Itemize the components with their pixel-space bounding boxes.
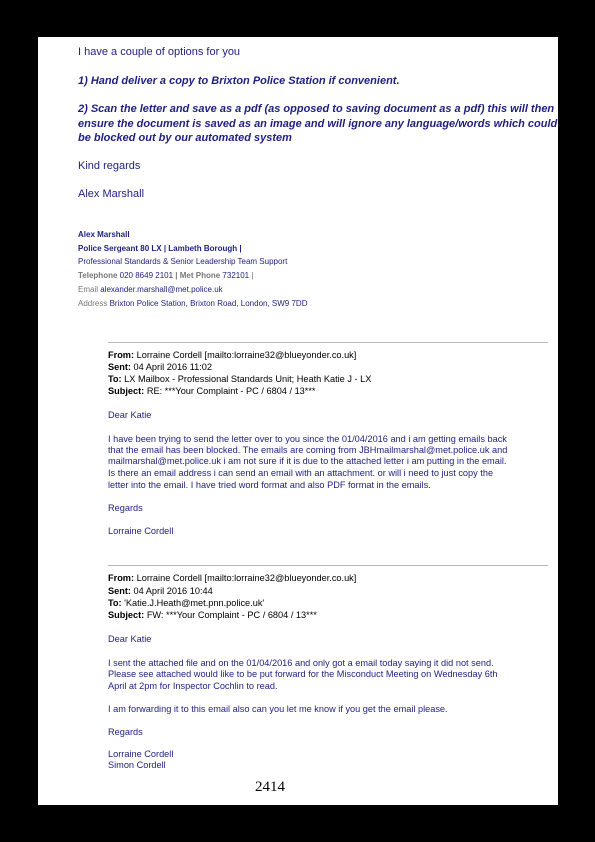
msg1-from: From: Lorraine Cordell [mailto:lorraine32@blueyonder.co.uk]: [108, 350, 357, 360]
msg1-subject: Subject: RE: ***Your Complaint - PC / 6804 / 13***: [108, 386, 316, 396]
divider-2: [108, 565, 548, 566]
signature-telephone: [78, 271, 253, 280]
option-2-line-1: 2) Scan the letter and save as a pdf (as opposed to saving document as a pdf) this will then: [78, 103, 555, 115]
email-label: Email: [78, 285, 99, 294]
met-phone-value: 732101: [222, 271, 250, 280]
closing-text: Kind regards: [78, 160, 141, 172]
msg1-body-line-5: letter into the email. I have tried word format and also PDF format in the emails.: [108, 480, 431, 490]
msg1-closing: Regards: [108, 503, 143, 513]
signature-email: [78, 285, 223, 294]
intro-text: I have a couple of options for you: [78, 46, 241, 58]
msg1-sent: Sent: 04 April 2016 11:02: [108, 362, 213, 372]
msg2-greeting: Dear Katie: [108, 634, 152, 644]
msg2-body-line-2: Please see attached would like to be put forward for the Misconduct Meeting on Wednesday 6th: [108, 669, 498, 679]
email-link[interactable]: alexander.marshall@met.police.uk: [100, 285, 223, 294]
msg2-to: To: 'Katie.J.Heath@met.pnn.police.uk': [108, 598, 265, 608]
met-phone-label: | Met Phone: [175, 271, 221, 280]
address-label: Address: [78, 299, 108, 308]
msg2-body-line-1: I sent the attached file and on the 01/04/2016 and only got a email today saying it did not send.: [108, 658, 494, 668]
sender-name: Alex Marshall: [78, 188, 145, 200]
msg1-body-line-1: I have been trying to send the letter over to you since the 01/04/2016 and i am getting emails back: [108, 434, 507, 444]
option-2-line-2: ensure the document is saved as an image and will ignore any language/words which could: [78, 118, 558, 130]
msg2-sent: Sent: 04 April 2016 10:44: [108, 586, 213, 596]
msg1-body-line-2: that the email has been blocked. The emails are coming from JBHmailmarshal@met.police.uk and: [108, 445, 508, 455]
page-number: 2414: [255, 779, 285, 795]
msg1-to: To: LX Mailbox - Professional Standards Unit; Heath Katie J - LX: [108, 374, 372, 384]
msg2-from: From: Lorraine Cordell [mailto:lorraine32@blueyonder.co.uk]: [108, 573, 357, 583]
msg1-greeting: Dear Katie: [108, 410, 152, 420]
msg2-body-line-3: April at 2pm for Inspector Cochlin to read.: [108, 681, 278, 691]
telephone-label: Telephone: [78, 271, 118, 280]
address-value: Brixton Police Station, Brixton Road, London, SW9 7DD: [109, 299, 308, 308]
option-2-line-3: be blocked out by our automated system: [78, 132, 292, 144]
msg1-body-line-4: Is there an email address i can send an email with an attachment. or will i need to just copy the: [108, 468, 494, 478]
signature-address: [78, 299, 307, 308]
msg2-subject: Subject: FW: ***Your Complaint - PC / 6804 / 13***: [108, 610, 317, 620]
signature-role-1: Police Sergeant 80 LX | Lambeth Borough |: [78, 244, 242, 253]
signature-role-2: Professional Standards & Senior Leadership Team Support: [78, 257, 288, 266]
telephone-value: 020 8649 2101: [119, 271, 174, 280]
msg2-signoff-1: Lorraine Cordell: [108, 749, 174, 759]
signature-name: Alex Marshall: [78, 230, 130, 239]
msg1-signoff: Lorraine Cordell: [108, 526, 174, 536]
met-phone-trail: |: [251, 271, 254, 280]
msg2-closing: Regards: [108, 727, 143, 737]
msg2-signoff-2: Simon Cordell: [108, 760, 166, 770]
option-1: 1) Hand deliver a copy to Brixton Police Station if convenient.: [78, 75, 400, 87]
msg2-body-2: I am forwarding it to this email also can you let me know if you get the email please.: [108, 704, 448, 714]
divider-1: [108, 342, 548, 343]
msg1-body-line-3: mailmarshal@met.police.uk i am not sure if it is due to the attached letter i am putting in the email.: [108, 456, 507, 466]
